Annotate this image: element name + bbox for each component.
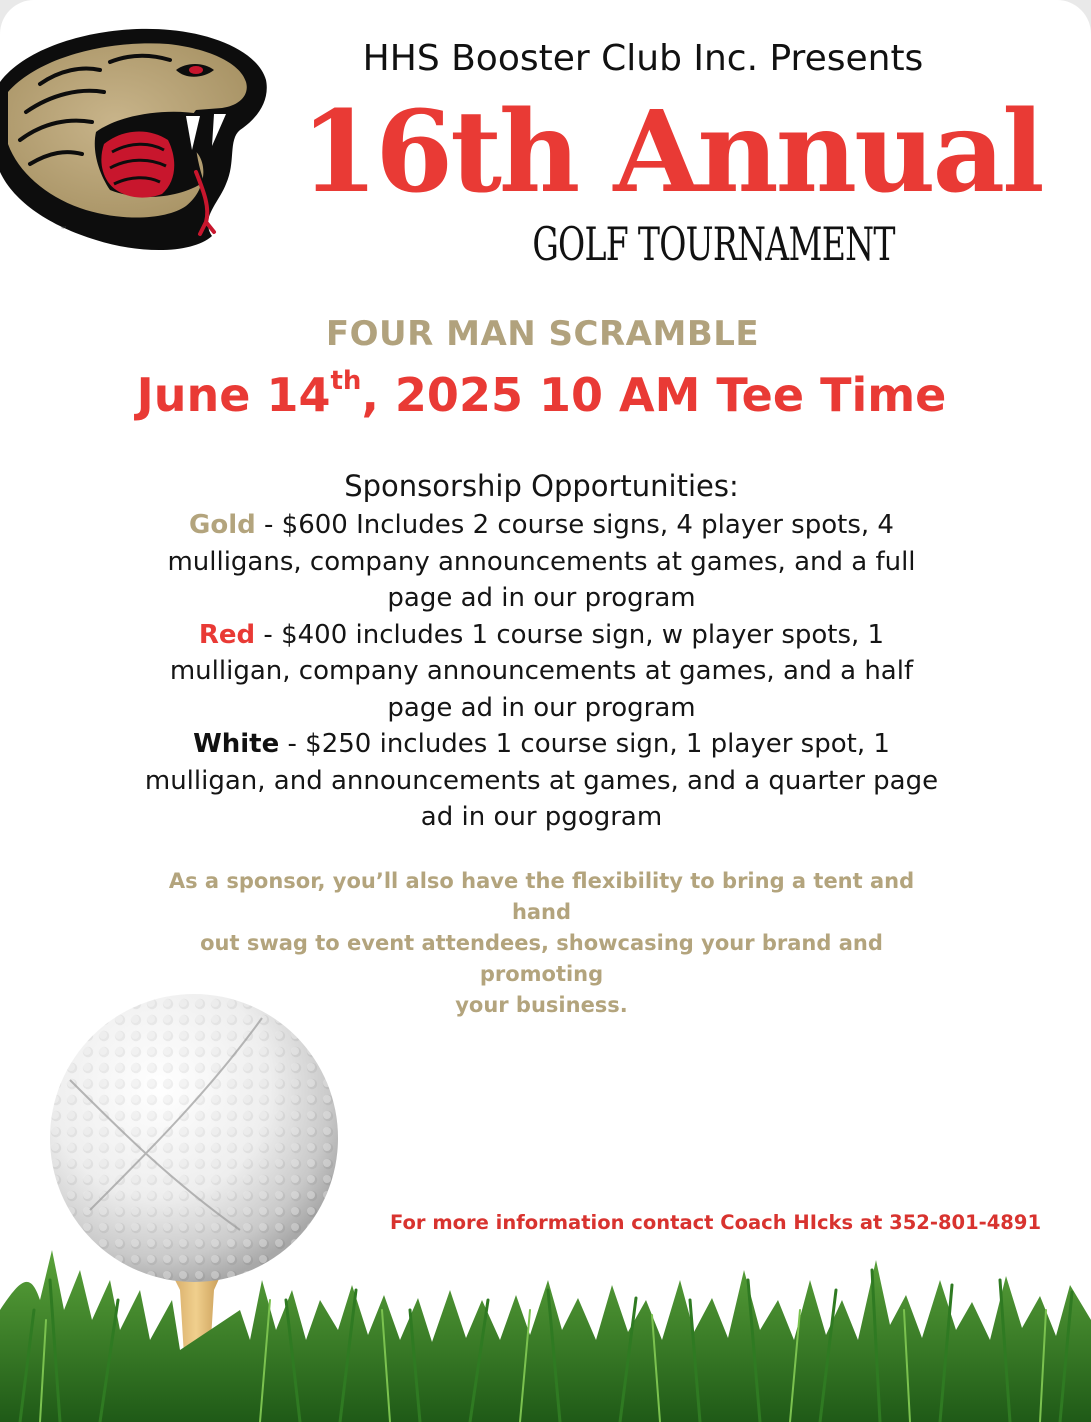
tier-name: Red [198, 619, 256, 650]
tier-gold [120, 507, 963, 617]
date-text: June 14 [136, 368, 331, 422]
tier-line: page ad in our program [387, 583, 696, 613]
tier-line: ad in our pgogram [420, 802, 663, 832]
tier-line: mulligan, and announcements at games, and a quarter page [144, 765, 939, 796]
tier-line: - $400 includes 1 course sign, w player spots, 1 [255, 619, 885, 650]
tier-line: mulligans, company announcements at games, and a full [167, 546, 916, 577]
sponsorship-section [120, 466, 963, 836]
perks-line: your business. [455, 993, 628, 1017]
tier-line: mulligan, company announcements at games, and a half [169, 656, 914, 686]
tier-name: Gold [189, 510, 256, 540]
perks-line: out swag to event attendees, showcasing your brand and promoting [200, 931, 883, 986]
trademark-mark: ™ [60, 225, 68, 234]
tier-name: White [193, 729, 280, 759]
contact-info: For more information contact Coach HIcks at 352-801-4891 [390, 1211, 1042, 1234]
tier-red [120, 617, 963, 727]
perks-line: As a sponsor, you’ll also have the flexibility to bring a tent and hand [168, 869, 915, 924]
edition-title: 16th Annual [300, 87, 1042, 218]
sponsorship-heading: Sponsorship Opportunities: [344, 469, 739, 503]
tier-line: - $250 includes 1 course sign, 1 player spot, 1 [279, 729, 890, 759]
event-title: GOLF TOURNAMENT [532, 217, 895, 271]
tier-line: - $600 Includes 2 course signs, 4 player spots, 4 [255, 510, 894, 540]
date-time-text: , 2025 10 AM Tee Time [361, 368, 947, 422]
tier-line: page ad in our program [387, 692, 696, 723]
tournament-format: FOUR MAN SCRAMBLE [325, 314, 760, 354]
snake-logo [0, 22, 270, 254]
golf-ball-illustration [0, 980, 1091, 1422]
tier-white [120, 726, 963, 836]
presenter-line: HHS Booster Club Inc. Presents [362, 38, 924, 79]
event-date [0, 368, 1083, 422]
date-suffix: th [330, 366, 362, 396]
